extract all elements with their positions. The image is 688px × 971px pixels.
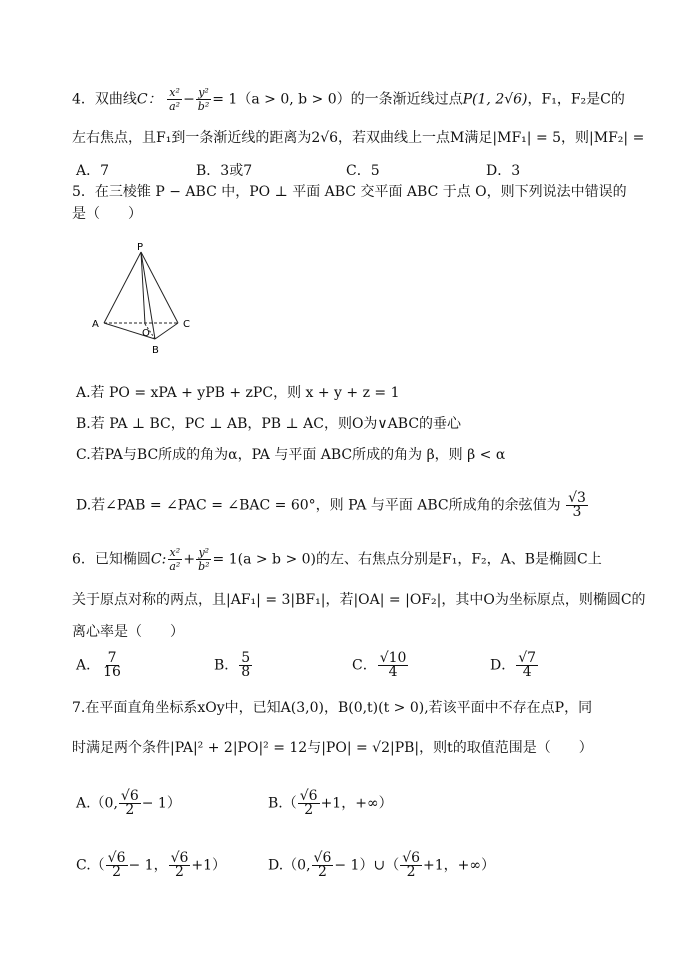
- q6-frac-x: $\frac{\text{x²}}{\text{a²}}$: [169, 546, 181, 573]
- q5-option-d: [76, 492, 589, 519]
- edge-cb: [155, 323, 178, 339]
- q4-curve-name: C：: [136, 91, 162, 108]
- q7-option-b: B.（ $\frac{√6}{2}$ +1，+∞）: [268, 788, 393, 818]
- q6-line3: 离心率是（ ）: [72, 624, 184, 640]
- q5-option-b: B.若 PA ⊥ BC，PC ⊥ AB，PB ⊥ AC，则O为∨ABC的垂心: [76, 416, 462, 432]
- q6-option-a: A． $\frac{7}{16}$: [76, 650, 121, 680]
- q6-number: 6．已知椭圆: [72, 551, 151, 568]
- q5-option-a: A.若 PO = xPA + yPB + zPC，则 x + y + z = 1: [76, 385, 400, 401]
- q4-condition: = 1（a > 0, b > 0）的一条渐近线过点: [212, 91, 463, 108]
- label-o: O: [142, 328, 150, 339]
- q4-foci: ，F₁，F₂是C的: [527, 91, 625, 108]
- label-b: B: [152, 345, 159, 356]
- q6-condition: = 1(a > b > 0)的左、右焦点分别是F₁，F₂，A、B是椭圆C上: [212, 551, 602, 568]
- q4-option-d: D．3: [486, 163, 521, 179]
- q6-line1: 6．已知椭圆C: $\frac{\text{x²}}{\text{a²}}$ + $\frac{\text{y²}}{\text{b²}}$ = 1(a > b > 0)的左、右焦点分别是F₁，F₂，A、B是椭圆C上: [72, 546, 602, 573]
- q7-line1: 7.在平面直角坐标系xOy中，已知A(3,0)，B(0,t)(t > 0),若该平面中不存在点P，同: [72, 700, 593, 716]
- edge-pa: [104, 252, 141, 323]
- q5-option-c: C.若PA与BC所成的角为α，PA 与平面 ABC所成的角为 β，则 β < α: [76, 447, 506, 463]
- q4-frac-y: $\frac{\text{y²}}{\text{b²}}$: [197, 86, 210, 113]
- q4-line1: 4．双曲线C： $\frac{\text{x²}}{\text{a²}}$ − $\frac{\text{y²}}{\text{b²}}$ = 1（a > 0, b > 0）的一条渐近线过点P(1, 2√6)，F₁，F₂是C的: [72, 86, 625, 113]
- q4-line2: 左右焦点，且F₁到一条渐近线的距离为2√6，若双曲线上一点M满足|MF₁| = 5，则|MF₂| =: [72, 130, 645, 146]
- q5-line2: 是（ ）: [72, 206, 142, 222]
- q4-option-a: A．7: [76, 163, 110, 179]
- q4-frac-x: $\frac{\text{x²}}{\text{a²}}$: [169, 86, 181, 113]
- q6-curve-name: C:: [150, 551, 167, 568]
- q7-line2: 时满足两个条件|PA|² + 2|PO|² = 12与|PO| = √2|PB|，则t的取值范围是（ ）: [72, 740, 593, 756]
- q6-line2: 关于原点对称的两点，且|AF₁| = 3|BF₁|，若|OA| = |OF₂|，其中O为坐标原点，则椭圆C的: [72, 592, 646, 608]
- q6-option-d: D． $\frac{√7}{4}$: [490, 650, 537, 680]
- q7-option-d: D.（0, $\frac{√6}{2}$ − 1）∪（ $\frac{√6}{2}$ +1，+∞）: [268, 850, 496, 880]
- q5-option-d-text: D.若∠PAB = ∠PAC = ∠BAC = 60°，则 PA 与平面 ABC所成角的余弦值为: [76, 497, 561, 514]
- label-c: C: [183, 319, 190, 330]
- label-a: A: [92, 319, 99, 330]
- label-p: P: [137, 242, 144, 253]
- q7-option-c: C.（ $\frac{√6}{2}$ − 1， $\frac{√6}{2}$ +1）: [76, 850, 227, 880]
- q7-option-a: A.（0, $\frac{√6}{2}$ − 1）: [76, 788, 181, 818]
- q6-option-c: C． $\frac{√10}{4}$: [352, 650, 407, 680]
- q4-number: 4．: [72, 91, 95, 108]
- q4-point: P(1, 2√6): [462, 91, 528, 108]
- q4-option-c: C．5: [346, 163, 380, 179]
- q4-option-b: B．3或7: [196, 163, 253, 179]
- q6-frac-y: $\frac{\text{y²}}{\text{b²}}$: [198, 546, 210, 573]
- q6-option-b: B． $\frac{5}{8}$: [214, 650, 251, 680]
- q5-option-d-fraction: $\frac{√3}{3}$: [568, 490, 586, 520]
- q5-line1: 5．在三棱锥 P − ABC 中，PO ⊥ 平面 ABC 交平面 ABC 于点 O，则下列说法中错误的: [72, 184, 627, 200]
- tetrahedron-figure: [86, 240, 206, 360]
- q4-text: 双曲线: [94, 91, 137, 108]
